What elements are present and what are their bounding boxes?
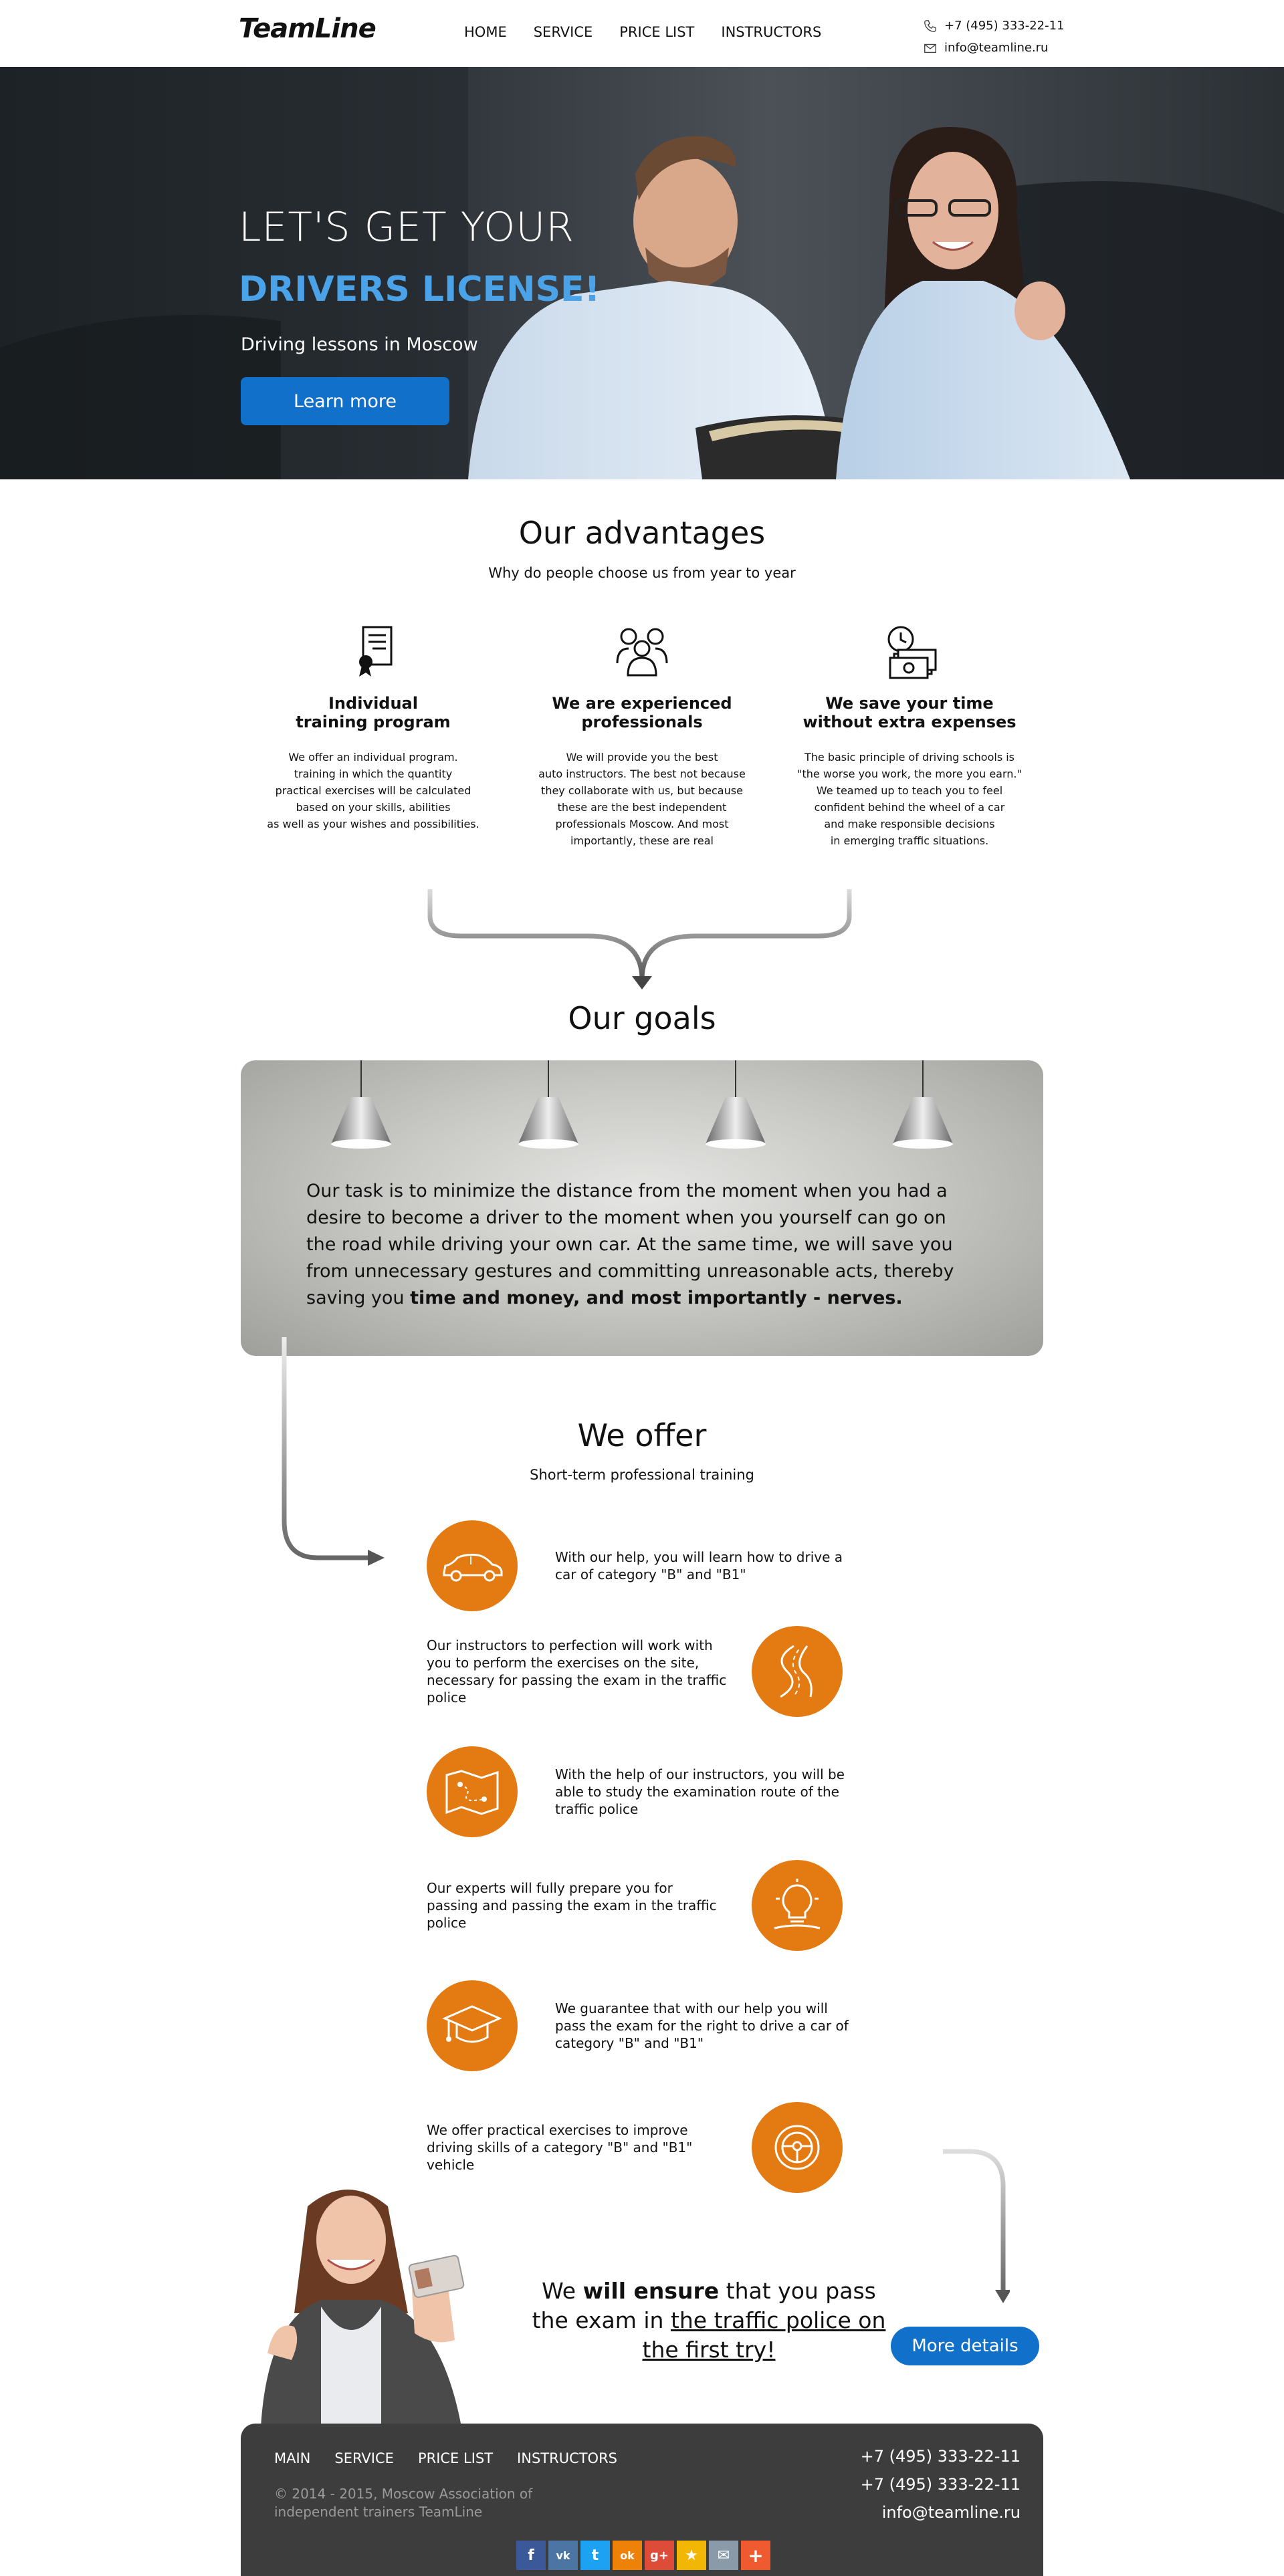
text-line: We will provide you the best	[566, 751, 718, 764]
header-phone[interactable]	[923, 15, 1065, 37]
nav-service[interactable]: SERVICE	[533, 24, 593, 40]
lamp-icon	[518, 1060, 578, 1149]
advantage-title-line: training program	[296, 713, 451, 731]
hero-banner	[0, 67, 1284, 479]
map-route-icon	[427, 1746, 518, 1837]
main-nav	[464, 24, 821, 40]
ensure-text	[528, 2276, 889, 2365]
site-header	[0, 0, 1284, 67]
footer-nav-price-list[interactable]: PRICE LIST	[417, 2450, 494, 2466]
advantage-description	[515, 749, 769, 849]
text-line: "the worse you work, the more you earn."	[797, 768, 1022, 780]
social-share-bar	[516, 2541, 770, 2570]
logo[interactable]: TeamLine	[239, 13, 376, 44]
text-line: professionals Moscow. And most	[555, 818, 729, 830]
nav-home[interactable]: HOME	[464, 24, 507, 40]
offer-text: We offer practical exercises to improve driving skills of a category "B" and "B1" vehicle	[427, 2122, 693, 2173]
footer-nav-service[interactable]: SERVICE	[334, 2450, 394, 2466]
hero-subtitle: Driving lessons in Moscow	[241, 334, 478, 355]
header-email[interactable]	[923, 37, 1065, 59]
copyright-line: independent trainers TeamLine	[274, 2504, 483, 2520]
time-money-icon	[879, 622, 940, 682]
text-line: We teamed up to teach you to feel	[816, 784, 1003, 797]
lamp-icon	[331, 1060, 391, 1149]
offer-text: Our experts will fully prepare you for passing and passing the exam in the traffic police	[427, 1880, 717, 1931]
advantage-title-line: professionals	[581, 713, 703, 731]
advantage-title	[515, 694, 769, 731]
twitter-icon[interactable]: t	[580, 2541, 610, 2570]
lamp-icon	[706, 1060, 766, 1149]
ensure-part: that you pass the exam in	[532, 2278, 876, 2333]
more-details-button[interactable]: More details	[891, 2327, 1039, 2365]
steering-wheel-icon	[752, 2102, 843, 2193]
text-line: importantly, these are real	[570, 834, 714, 847]
advantage-card	[782, 622, 1037, 849]
offer-item	[427, 1626, 843, 1717]
connector-arrow-icon	[421, 883, 863, 996]
envelope-icon	[923, 41, 938, 55]
offer-subtitle: Short-term professional training	[530, 1467, 754, 1483]
team-icon	[612, 622, 672, 682]
text-line: The basic principle of driving schools is	[804, 751, 1015, 764]
more-plus-icon[interactable]: +	[741, 2541, 770, 2570]
advantage-title-line: Individual	[328, 694, 418, 713]
advantage-title-line: without extra expenses	[802, 713, 1016, 731]
advantage-description	[782, 749, 1037, 849]
odnoklassniki-icon[interactable]: ok	[613, 2541, 642, 2570]
footer-nav-instructors[interactable]: INSTRUCTORS	[517, 2450, 618, 2466]
girl-with-license-photo	[247, 2180, 515, 2427]
goals-text-bold: time and money, and most importantly - nerves.	[410, 1288, 903, 1308]
copyright-line: © 2014 - 2015, Moscow Association of	[274, 2486, 533, 2502]
header-phone-text: +7 (495) 333-22-11	[944, 19, 1065, 33]
google-plus-icon[interactable]: g+	[645, 2541, 674, 2570]
offer-title: We offer	[577, 1417, 707, 1453]
lamp-icon	[893, 1060, 953, 1149]
text-line: and make responsible decisions	[824, 818, 995, 830]
goals-text-normal: Our task is to minimize the distance from the moment when you had a desire to become a driver to the moment when you yourself can go on the road while driving your own car. At the same time, we will save you from unnecessary gestures and committing unreasonable acts, thereby saving you	[306, 1181, 954, 1308]
offer-text: With the help of our instructors, you will be able to study the examination route of the traffic police	[555, 1766, 845, 1817]
text-line: these are the best independent	[557, 801, 727, 814]
text-line: We offer an individual program.	[288, 751, 458, 764]
text-line: confident behind the wheel of a car	[814, 801, 1005, 814]
advantage-title-line: We save your time	[825, 694, 994, 713]
offer-text: Our instructors to perfection will work with you to perform the exercises on the site, necessary for passing the exam in the traffic police	[427, 1637, 727, 1706]
site-footer	[241, 2424, 1043, 2576]
footer-nav	[274, 2450, 617, 2466]
hero-title: LET'S GET YOUR	[239, 204, 574, 251]
footer-email[interactable]: info@teamline.ru	[881, 2503, 1021, 2522]
footer-phone[interactable]: +7 (495) 333-22-11	[860, 2447, 1021, 2466]
learn-more-button[interactable]: Learn more	[241, 377, 449, 425]
hero-title-highlight: DRIVERS LICENSE!	[239, 269, 601, 310]
hero-photo	[0, 67, 1284, 479]
offer-text: We guarantee that with our help you will pass the exam for the right to drive a car of category "B" and "B1"	[555, 2000, 849, 2051]
text-line: they collaborate with us, but because	[541, 784, 743, 797]
certificate-icon	[343, 622, 403, 682]
mail-icon[interactable]: ✉	[709, 2541, 738, 2570]
advantage-title-line: We are experienced	[552, 694, 732, 713]
advantage-card	[246, 622, 500, 832]
goals-panel	[241, 1060, 1043, 1356]
vk-icon[interactable]: vk	[548, 2541, 578, 2570]
ensure-bold: will ensure	[582, 2278, 720, 2304]
text-line: as well as your wishes and possibilities.	[267, 818, 479, 830]
copyright	[274, 2485, 555, 2521]
goals-text	[306, 1178, 975, 1312]
goals-title: Our goals	[568, 1000, 716, 1036]
idea-bulb-icon	[752, 1860, 843, 1951]
advantages-subtitle: Why do people choose us from year to year	[488, 565, 796, 581]
text-line: based on your skills, abilities	[296, 801, 451, 814]
down-arrow-icon	[936, 2146, 1010, 2307]
ensure-underline: the traffic police on the first try!	[642, 2307, 886, 2363]
advantages-title: Our advantages	[518, 515, 766, 551]
offer-item	[427, 1520, 856, 1611]
footer-contacts	[861, 2442, 1021, 2527]
advantage-title	[246, 694, 500, 731]
advantage-title	[782, 694, 1037, 731]
advantage-card	[515, 622, 769, 849]
graduation-cap-icon	[427, 1980, 518, 2071]
header-contacts	[923, 15, 1065, 59]
text-line: in emerging traffic situations.	[830, 834, 989, 847]
text-line: practical exercises will be calculated	[275, 784, 471, 797]
advantage-description	[246, 749, 500, 832]
text-line: auto instructors. The best not because	[538, 768, 746, 780]
offer-item	[427, 1860, 843, 1951]
header-email-text: info@teamline.ru	[944, 41, 1049, 55]
facebook-icon[interactable]: f	[516, 2541, 546, 2570]
road-icon	[752, 1626, 843, 1717]
ensure-part: We	[542, 2278, 583, 2304]
nav-price-list[interactable]: PRICE LIST	[619, 24, 695, 40]
footer-phone[interactable]: +7 (495) 333-22-11	[860, 2475, 1021, 2494]
nav-instructors[interactable]: INSTRUCTORS	[721, 24, 822, 40]
favorites-star-icon[interactable]: ★	[677, 2541, 706, 2570]
phone-icon	[923, 19, 938, 33]
offer-item	[427, 1746, 856, 1837]
car-icon	[427, 1520, 518, 1611]
offer-text: With our help, you will learn how to drive a car of category "B" and "B1"	[555, 1549, 843, 1583]
footer-nav-main[interactable]: MAIN	[274, 2450, 311, 2466]
text-line: training in which the quantity	[294, 768, 453, 780]
offer-item	[427, 1980, 856, 2071]
